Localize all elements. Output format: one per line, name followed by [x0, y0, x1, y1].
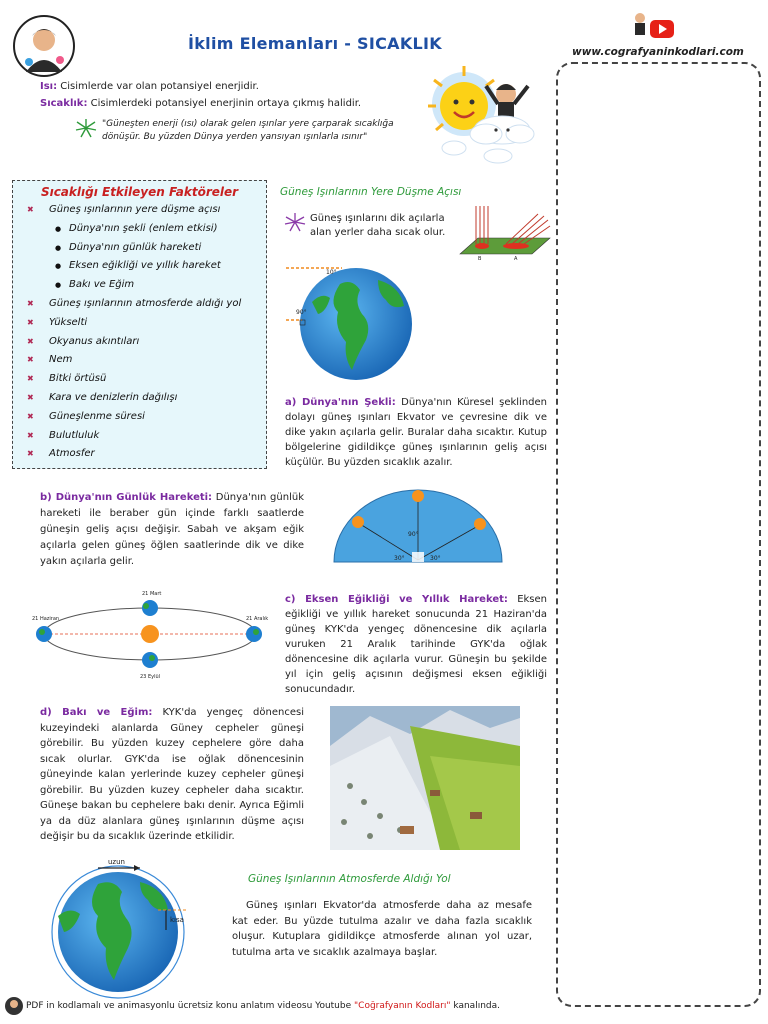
baki-paragraph	[40, 705, 304, 845]
gunluk-paragraph	[40, 490, 304, 570]
avatar-logo	[12, 14, 76, 82]
factor-item: ✖ Güneş ışınlarının yere düşme açısı	[13, 201, 266, 220]
factor-item: ✖ Güneş ışınlarının atmosferde aldığı yol	[13, 295, 266, 314]
label-a: A	[514, 256, 518, 262]
factor-item: ✖ Bitki örtüsü	[13, 370, 266, 389]
factor-item: ✖ Atmosfer	[13, 445, 266, 464]
factor-item: ● Eksen eğikliği ve yıllık hareket	[13, 257, 266, 276]
mountain-slope-photo	[330, 706, 520, 854]
daily-motion-diagram	[328, 482, 518, 572]
notes-area	[556, 62, 761, 1007]
globe-angle-diagram	[282, 262, 432, 386]
sicaklik-definition	[40, 97, 420, 111]
eksen-paragraph	[285, 592, 547, 697]
sparkle-icon	[284, 212, 306, 236]
deg-90-noon: 90°	[408, 531, 419, 538]
isi-label: Isı:	[40, 81, 58, 92]
youtube-logo-icon[interactable]	[628, 10, 678, 46]
deg-30-morning: 30°	[394, 555, 405, 562]
kisa-label: kısa	[170, 916, 184, 924]
angle-section-heading: Güneş Işınlarının Yere Düşme Açısı	[280, 186, 462, 198]
factor-item: ✖ Güneşlenme süresi	[13, 408, 266, 427]
factor-item: ✖ Okyanus akıntıları	[13, 333, 266, 352]
deg-10-label: 10°	[326, 269, 337, 276]
eksen-label: c) Eksen Eğikliği ve Yıllık Hareket:	[285, 594, 508, 605]
orbit-eylul: 23 Eylül	[140, 674, 161, 680]
deg-90-label: 90°	[296, 309, 307, 316]
label-b: B	[478, 256, 482, 262]
factor-item: ✖ Nem	[13, 351, 266, 370]
sekli-text: Dünya'nın Küresel şeklinden dolayı güneş ışınları Ekvator ve çevresine dik ve dike yakın açılarla gelir. Buralar daha sıcaktır. Kutup bölgelerine gidildikçe güneş ışınlarının geliş açısı küçülür. Bu yüzden sıcaklık azalır.	[285, 397, 547, 468]
uzun-label: uzun	[108, 858, 125, 866]
footer-channel[interactable]: "Coğrafyanın Kodları"	[354, 1001, 451, 1011]
factor-item: ✖ Yükselti	[13, 314, 266, 333]
baki-text: KYK'da yengeç dönencesi kuzeyindeki alanlarda Güney cepheler güneşi görebilir. Bu yüzden kuzey cephelere göre daha sıcak olurlar. GYK'da ise oğlak dönencesinin güneyinde kalan yerlerinde kuzey cepheler güneşi görebilir. Bu yüzden kuzey cepheler daha sıcaktır. Güneşe bakan bu cephelere bakı denir. Ayrıca Eğimli ya da düz alanlara güneş ışınlarının düşme açısı değişir bu da sıcaklık üzerinde etkilidir.	[40, 707, 304, 842]
atmosfer-text: Güneş ışınları Ekvator'da atmosferde daha az mesafe kat eder. Bu yüzde tutulma azalır ve daha fazla sıcaklık oluşur. Kutuplara gidildikçe atmosferde alınan yol uzar, tutulma arta ve sıcaklık azalmaya başlar.	[232, 900, 532, 958]
atmosphere-globe-diagram	[28, 856, 208, 1006]
isi-definition	[40, 80, 420, 94]
atmosfer-heading: Güneş Işınlarının Atmosferde Aldığı Yol	[248, 873, 451, 885]
angle-note: Güneş ışınlarını dik açılarla alan yerler daha sıcak olur.	[310, 213, 446, 238]
footer-text	[26, 1001, 500, 1011]
orbit-diagram	[28, 586, 274, 686]
footer-text-2: kanalında.	[453, 1001, 500, 1011]
orbit-haziran: 21 Haziran	[32, 616, 60, 622]
website-url[interactable]: www.cografyaninkodlari.com	[572, 46, 744, 58]
sun-cloud-illustration	[424, 64, 540, 170]
footer-text-1: PDF in kodlamalı ve animasyonlu ücretsiz konu anlatım videosu Youtube	[26, 1001, 352, 1011]
deg-30-evening: 30°	[430, 555, 441, 562]
factors-title: Sıcaklığı Etkileyen Faktöreler	[40, 185, 239, 199]
sicaklik-text: Cisimlerdeki potansiyel enerjinin ortaya çıkmış halidir.	[90, 98, 362, 109]
orbit-mart: 21 Mart	[142, 591, 162, 597]
footer-logo-icon	[4, 996, 24, 1020]
page-title: İklim Elemanları - SICAKLIK	[187, 34, 442, 53]
rays-diagram	[458, 204, 552, 270]
factors-box	[12, 180, 267, 469]
orbit-aralik: 21 Aralık	[246, 616, 269, 622]
eksen-text: Eksen eğikliği ve yıllık hareket sonucunda 21 Haziran'da güneş KYK'da yengeç dönencesine dik açılarla vuruken 21 Aralık tarihinde GYK'da oğlak dönencesine dik açılarla vurur. Güneşin bu şekilde yıl için geliş açısının değişmesi eksen eğikliği sonucundadır.	[285, 594, 547, 695]
factors-list	[13, 201, 266, 464]
baki-label: d) Bakı ve Eğim:	[40, 707, 153, 718]
gunluk-text: Dünya'nın günlük hareketi ile beraber gün içinde farklı saatlerde güneşin geliş açısı değişir. Sabah ve akşam eğik açılarla gelen güneş öğlen saatlerinde dik ve dike yakın açılarla gelir.	[40, 492, 304, 567]
isi-text: Cisimlerde var olan potansiyel enerjidir.	[60, 81, 259, 92]
factor-item: ● Dünya'nın günlük hareketi	[13, 239, 266, 258]
sekli-label: a) Dünya'nın Şekli:	[285, 397, 396, 408]
gunluk-label: b) Dünya'nın Günlük Hareketi:	[40, 492, 213, 503]
firework-icon	[74, 118, 98, 142]
factor-item: ✖ Kara ve denizlerin dağılışı	[13, 389, 266, 408]
sicaklik-label: Sıcaklık:	[40, 98, 88, 109]
factor-item: ● Bakı ve Eğim	[13, 276, 266, 295]
factor-item: ✖ Bulutluluk	[13, 427, 266, 446]
factor-item: ● Dünya'nın şekli (enlem etkisi)	[13, 220, 266, 239]
definition-quote: "Güneşten enerji (ısı) olarak gelen ışınlar yere çarparak sıcaklığa dönüşür. Bu yüzden Dünya yerden yansıyan ışınlarla ısınır"	[102, 119, 394, 142]
sekli-paragraph	[285, 395, 547, 470]
